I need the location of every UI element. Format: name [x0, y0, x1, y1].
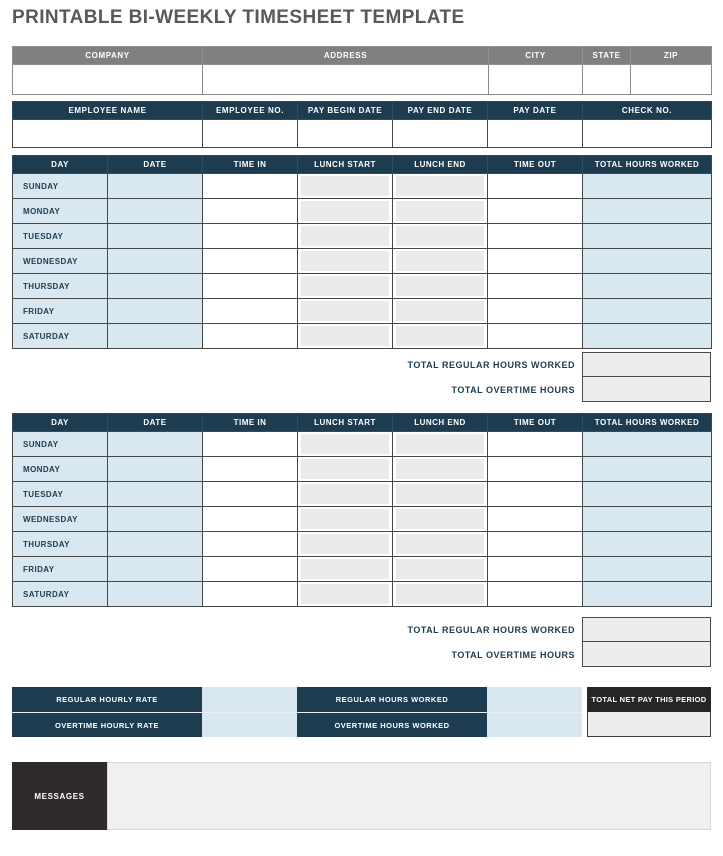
overtime-hours-worked-field[interactable] [487, 712, 582, 737]
lunch-end-fill [396, 201, 484, 221]
week-1-row-saturday [13, 324, 712, 349]
week-1-tuesday-day-cell: TUESDAY [13, 224, 108, 249]
week-2-row-saturday [13, 582, 712, 607]
lunch-end-fill [396, 484, 484, 504]
overtime-hourly-rate-label: OVERTIME HOURLY RATE [12, 712, 202, 737]
week-1-header-day: DAY [13, 156, 108, 174]
company-header-zip: ZIP [631, 47, 712, 65]
week-2-tuesday-day-cell: TUESDAY [13, 482, 108, 507]
week-2-monday-total-hours-field[interactable] [583, 457, 712, 482]
week-1-wednesday-time-out-field[interactable] [488, 249, 583, 274]
week-1-saturday-lunch-start-field[interactable] [298, 324, 393, 349]
lunch-end-fill [396, 534, 484, 554]
week-1-monday-lunch-end-field[interactable] [393, 199, 488, 224]
week-2-wednesday-day-cell: WEDNESDAY [13, 507, 108, 532]
employee-header-employee-name: EMPLOYEE NAME [13, 102, 203, 120]
city-input-cell[interactable] [489, 65, 583, 95]
week-2-table [12, 413, 712, 607]
week-1-monday-time-out-field[interactable] [488, 199, 583, 224]
week-1-header-date: DATE [108, 156, 203, 174]
week-1-total-overtime-line [12, 377, 711, 402]
week-2-wednesday-date-field[interactable] [108, 507, 203, 532]
week-1-sunday-lunch-start-field[interactable] [298, 174, 393, 199]
week-1-friday-date-field[interactable] [108, 299, 203, 324]
week-2-friday-time-out-field[interactable] [488, 557, 583, 582]
employee-input-row [13, 120, 712, 148]
week-2-friday-lunch-end-field[interactable] [393, 557, 488, 582]
week-2-tuesday-total-hours-field[interactable] [583, 482, 712, 507]
week-2-totals-block [12, 617, 711, 667]
lunch-end-fill [396, 226, 484, 246]
lunch-end-fill [396, 251, 484, 271]
week-1-total-overtime-hours-box[interactable] [582, 377, 711, 402]
lunch-start-fill [301, 276, 389, 296]
week-1-header-total-hours-worked: TOTAL HOURS WORKED [583, 156, 712, 174]
week-2-sunday-lunch-start-field[interactable] [298, 432, 393, 457]
lunch-start-fill [301, 251, 389, 271]
week-1-total-regular-hours-box[interactable] [582, 352, 711, 377]
week-2-tuesday-time-in-field[interactable] [203, 482, 298, 507]
lunch-end-fill [396, 301, 484, 321]
week-2-thursday-lunch-end-field[interactable] [393, 532, 488, 557]
week-1-wednesday-day-cell: WEDNESDAY [13, 249, 108, 274]
week-1-friday-day-cell: FRIDAY [13, 299, 108, 324]
week-2-tuesday-date-field[interactable] [108, 482, 203, 507]
regular-hourly-rate-label: REGULAR HOURLY RATE [12, 687, 202, 712]
week-1-sunday-time-in-field[interactable] [203, 174, 298, 199]
week-1-thursday-lunch-start-field[interactable] [298, 274, 393, 299]
week-1-friday-total-hours-field[interactable] [583, 299, 712, 324]
lunch-start-fill [301, 201, 389, 221]
lunch-start-fill [301, 301, 389, 321]
regular-hours-worked-label: REGULAR HOURS WORKED [297, 687, 487, 712]
regular-hourly-rate-field[interactable] [202, 687, 297, 712]
total-overtime-hours-label: TOTAL OVERTIME HOURS [451, 649, 575, 660]
lunch-start-fill [301, 226, 389, 246]
week-2-thursday-day-cell: THURSDAY [13, 532, 108, 557]
week-1-wednesday-time-in-field[interactable] [203, 249, 298, 274]
week-1-row-thursday [13, 274, 712, 299]
week-2-saturday-date-field[interactable] [108, 582, 203, 607]
week-2-header-time-out: TIME OUT [488, 414, 583, 432]
pay-summary-section [12, 687, 711, 737]
week-2-friday-day-cell: FRIDAY [13, 557, 108, 582]
week-2-saturday-time-in-field[interactable] [203, 582, 298, 607]
lunch-end-fill [396, 584, 484, 604]
week-2-tuesday-time-out-field[interactable] [488, 482, 583, 507]
week-2-sunday-lunch-end-field[interactable] [393, 432, 488, 457]
lunch-start-fill [301, 434, 389, 454]
week-1-wednesday-lunch-end-field[interactable] [393, 249, 488, 274]
week-1-saturday-date-field[interactable] [108, 324, 203, 349]
employee-header-pay-end-date: PAY END DATE [393, 102, 488, 120]
week-1-friday-lunch-start-field[interactable] [298, 299, 393, 324]
employee-info-table [12, 101, 712, 148]
week-1-sunday-lunch-end-field[interactable] [393, 174, 488, 199]
company-input-row [13, 65, 712, 95]
messages-label: MESSAGES [12, 762, 107, 830]
week-2-header-day: DAY [13, 414, 108, 432]
total-regular-hours-label: TOTAL REGULAR HOURS WORKED [407, 624, 575, 635]
net-pay-field[interactable] [587, 712, 711, 737]
week-1-friday-time-in-field[interactable] [203, 299, 298, 324]
week-1-sunday-time-out-field[interactable] [488, 174, 583, 199]
week-1-sunday-date-field[interactable] [108, 174, 203, 199]
overtime-hours-worked-label: OVERTIME HOURS WORKED [297, 712, 487, 737]
week-1-row-wednesday [13, 249, 712, 274]
week-1-thursday-day-cell: THURSDAY [13, 274, 108, 299]
week-2-sunday-time-in-field[interactable] [203, 432, 298, 457]
address-input-cell[interactable] [203, 65, 489, 95]
week-2-friday-time-in-field[interactable] [203, 557, 298, 582]
week-2-monday-date-field[interactable] [108, 457, 203, 482]
week-1-wednesday-date-field[interactable] [108, 249, 203, 274]
total-regular-hours-label: TOTAL REGULAR HOURS WORKED [407, 359, 575, 370]
week-1-header-row [13, 156, 712, 174]
company-input-cell[interactable] [13, 65, 203, 95]
week-1-monday-total-hours-field[interactable] [583, 199, 712, 224]
week-2-monday-time-in-field[interactable] [203, 457, 298, 482]
lunch-start-fill [301, 459, 389, 479]
week-1-table [12, 155, 712, 349]
week-1-saturday-lunch-end-field[interactable] [393, 324, 488, 349]
lunch-start-fill [301, 534, 389, 554]
week-1-thursday-time-out-field[interactable] [488, 274, 583, 299]
week-1-total-regular-line [12, 352, 711, 377]
week-2-thursday-time-in-field[interactable] [203, 532, 298, 557]
messages-input-area[interactable] [107, 762, 711, 830]
week-1-tuesday-lunch-start-field[interactable] [298, 224, 393, 249]
employee-no-input-cell[interactable] [203, 120, 298, 148]
week-2-monday-day-cell: MONDAY [13, 457, 108, 482]
week-1-header-time-out: TIME OUT [488, 156, 583, 174]
week-2-header-lunch-start: LUNCH START [298, 414, 393, 432]
week-1-friday-lunch-end-field[interactable] [393, 299, 488, 324]
lunch-end-fill [396, 434, 484, 454]
week-2-friday-lunch-start-field[interactable] [298, 557, 393, 582]
week-2-monday-lunch-start-field[interactable] [298, 457, 393, 482]
week-1-thursday-time-in-field[interactable] [203, 274, 298, 299]
lunch-end-fill [396, 176, 484, 196]
pay-summary-row-overtime [12, 712, 711, 737]
lunch-end-fill [396, 276, 484, 296]
week-1-sunday-day-cell: SUNDAY [13, 174, 108, 199]
week-1-monday-lunch-start-field[interactable] [298, 199, 393, 224]
week-2-saturday-total-hours-field[interactable] [583, 582, 712, 607]
week-1-thursday-date-field[interactable] [108, 274, 203, 299]
pay-summary-row-regular [12, 687, 711, 712]
total-overtime-hours-label: TOTAL OVERTIME HOURS [451, 384, 575, 395]
week-2-friday-total-hours-field[interactable] [583, 557, 712, 582]
week-2-tuesday-lunch-start-field[interactable] [298, 482, 393, 507]
week-1-header-lunch-start: LUNCH START [298, 156, 393, 174]
week-2-sunday-day-cell: SUNDAY [13, 432, 108, 457]
week-1-tuesday-date-field[interactable] [108, 224, 203, 249]
week-1-monday-day-cell: MONDAY [13, 199, 108, 224]
week-1-totals-block [12, 352, 711, 402]
week-2-header-time-in: TIME IN [203, 414, 298, 432]
week-2-wednesday-time-out-field[interactable] [488, 507, 583, 532]
week-2-header-total-hours-worked: TOTAL HOURS WORKED [583, 414, 712, 432]
week-1-wednesday-lunch-start-field[interactable] [298, 249, 393, 274]
week-2-header-lunch-end: LUNCH END [393, 414, 488, 432]
week-1-row-monday [13, 199, 712, 224]
week-1-row-tuesday [13, 224, 712, 249]
week-2-wednesday-total-hours-field[interactable] [583, 507, 712, 532]
lunch-start-fill [301, 584, 389, 604]
week-2-thursday-time-out-field[interactable] [488, 532, 583, 557]
pay-date-input-cell[interactable] [488, 120, 583, 148]
week-2-thursday-total-hours-field[interactable] [583, 532, 712, 557]
page-title: PRINTABLE BI-WEEKLY TIMESHEET TEMPLATE [12, 7, 465, 28]
week-2-saturday-lunch-end-field[interactable] [393, 582, 488, 607]
company-header-state: STATE [583, 47, 631, 65]
week-1-friday-time-out-field[interactable] [488, 299, 583, 324]
week-1-tuesday-lunch-end-field[interactable] [393, 224, 488, 249]
week-2-total-overtime-line [12, 642, 711, 667]
lunch-end-fill [396, 509, 484, 529]
lunch-start-fill [301, 176, 389, 196]
week-1-tuesday-time-out-field[interactable] [488, 224, 583, 249]
week-2-saturday-day-cell: SATURDAY [13, 582, 108, 607]
employee-header-check-no: CHECK NO. [583, 102, 712, 120]
company-header-address: ADDRESS [203, 47, 489, 65]
company-header-company: COMPANY [13, 47, 203, 65]
employee-name-input-cell[interactable] [13, 120, 203, 148]
week-1-thursday-total-hours-field[interactable] [583, 274, 712, 299]
company-info-table [12, 46, 712, 95]
week-1-header-time-in: TIME IN [203, 156, 298, 174]
check-no-input-cell[interactable] [583, 120, 712, 148]
lunch-start-fill [301, 484, 389, 504]
week-1-tuesday-time-in-field[interactable] [203, 224, 298, 249]
company-header-city: CITY [489, 47, 583, 65]
employee-header-employee-no: EMPLOYEE NO. [203, 102, 298, 120]
week-2-total-overtime-hours-box[interactable] [582, 642, 711, 667]
pay-end-date-input-cell[interactable] [393, 120, 488, 148]
week-2-total-regular-hours-box[interactable] [582, 617, 711, 642]
week-1-wednesday-total-hours-field[interactable] [583, 249, 712, 274]
week-2-sunday-time-out-field[interactable] [488, 432, 583, 457]
week-2-wednesday-time-in-field[interactable] [203, 507, 298, 532]
week-2-header-date: DATE [108, 414, 203, 432]
week-1-row-friday [13, 299, 712, 324]
week-1-saturday-time-in-field[interactable] [203, 324, 298, 349]
net-pay-label: TOTAL NET PAY THIS PERIOD [587, 687, 711, 712]
week-2-header-row [13, 414, 712, 432]
week-2-total-regular-line [12, 617, 711, 642]
week-2-wednesday-lunch-start-field[interactable] [298, 507, 393, 532]
week-1-saturday-total-hours-field[interactable] [583, 324, 712, 349]
week-1-monday-date-field[interactable] [108, 199, 203, 224]
week-2-saturday-lunch-start-field[interactable] [298, 582, 393, 607]
week-2-row-friday [13, 557, 712, 582]
week-2-row-monday [13, 457, 712, 482]
week-2-friday-date-field[interactable] [108, 557, 203, 582]
zip-input-cell[interactable] [631, 65, 712, 95]
lunch-start-fill [301, 559, 389, 579]
pay-begin-date-input-cell[interactable] [298, 120, 393, 148]
lunch-end-fill [396, 559, 484, 579]
week-2-monday-lunch-end-field[interactable] [393, 457, 488, 482]
week-1-saturday-time-out-field[interactable] [488, 324, 583, 349]
week-1-row-sunday [13, 174, 712, 199]
lunch-end-fill [396, 326, 484, 346]
week-1-monday-time-in-field[interactable] [203, 199, 298, 224]
employee-header-pay-begin-date: PAY BEGIN DATE [298, 102, 393, 120]
week-2-monday-time-out-field[interactable] [488, 457, 583, 482]
week-2-wednesday-lunch-end-field[interactable] [393, 507, 488, 532]
week-2-thursday-lunch-start-field[interactable] [298, 532, 393, 557]
employee-header-row [13, 102, 712, 120]
week-2-row-sunday [13, 432, 712, 457]
lunch-start-fill [301, 509, 389, 529]
week-1-header-lunch-end: LUNCH END [393, 156, 488, 174]
week-2-tuesday-lunch-end-field[interactable] [393, 482, 488, 507]
week-1-thursday-lunch-end-field[interactable] [393, 274, 488, 299]
week-2-row-wednesday [13, 507, 712, 532]
week-2-sunday-date-field[interactable] [108, 432, 203, 457]
week-2-sunday-total-hours-field[interactable] [583, 432, 712, 457]
company-header-row [13, 47, 712, 65]
week-1-saturday-day-cell: SATURDAY [13, 324, 108, 349]
lunch-start-fill [301, 326, 389, 346]
week-2-thursday-date-field[interactable] [108, 532, 203, 557]
regular-hours-worked-field[interactable] [487, 687, 582, 712]
week-2-row-thursday [13, 532, 712, 557]
week-2-row-tuesday [13, 482, 712, 507]
employee-header-pay-date: PAY DATE [488, 102, 583, 120]
week-1-sunday-total-hours-field[interactable] [583, 174, 712, 199]
lunch-end-fill [396, 459, 484, 479]
week-1-tuesday-total-hours-field[interactable] [583, 224, 712, 249]
overtime-hourly-rate-field[interactable] [202, 712, 297, 737]
week-2-saturday-time-out-field[interactable] [488, 582, 583, 607]
state-input-cell[interactable] [583, 65, 631, 95]
